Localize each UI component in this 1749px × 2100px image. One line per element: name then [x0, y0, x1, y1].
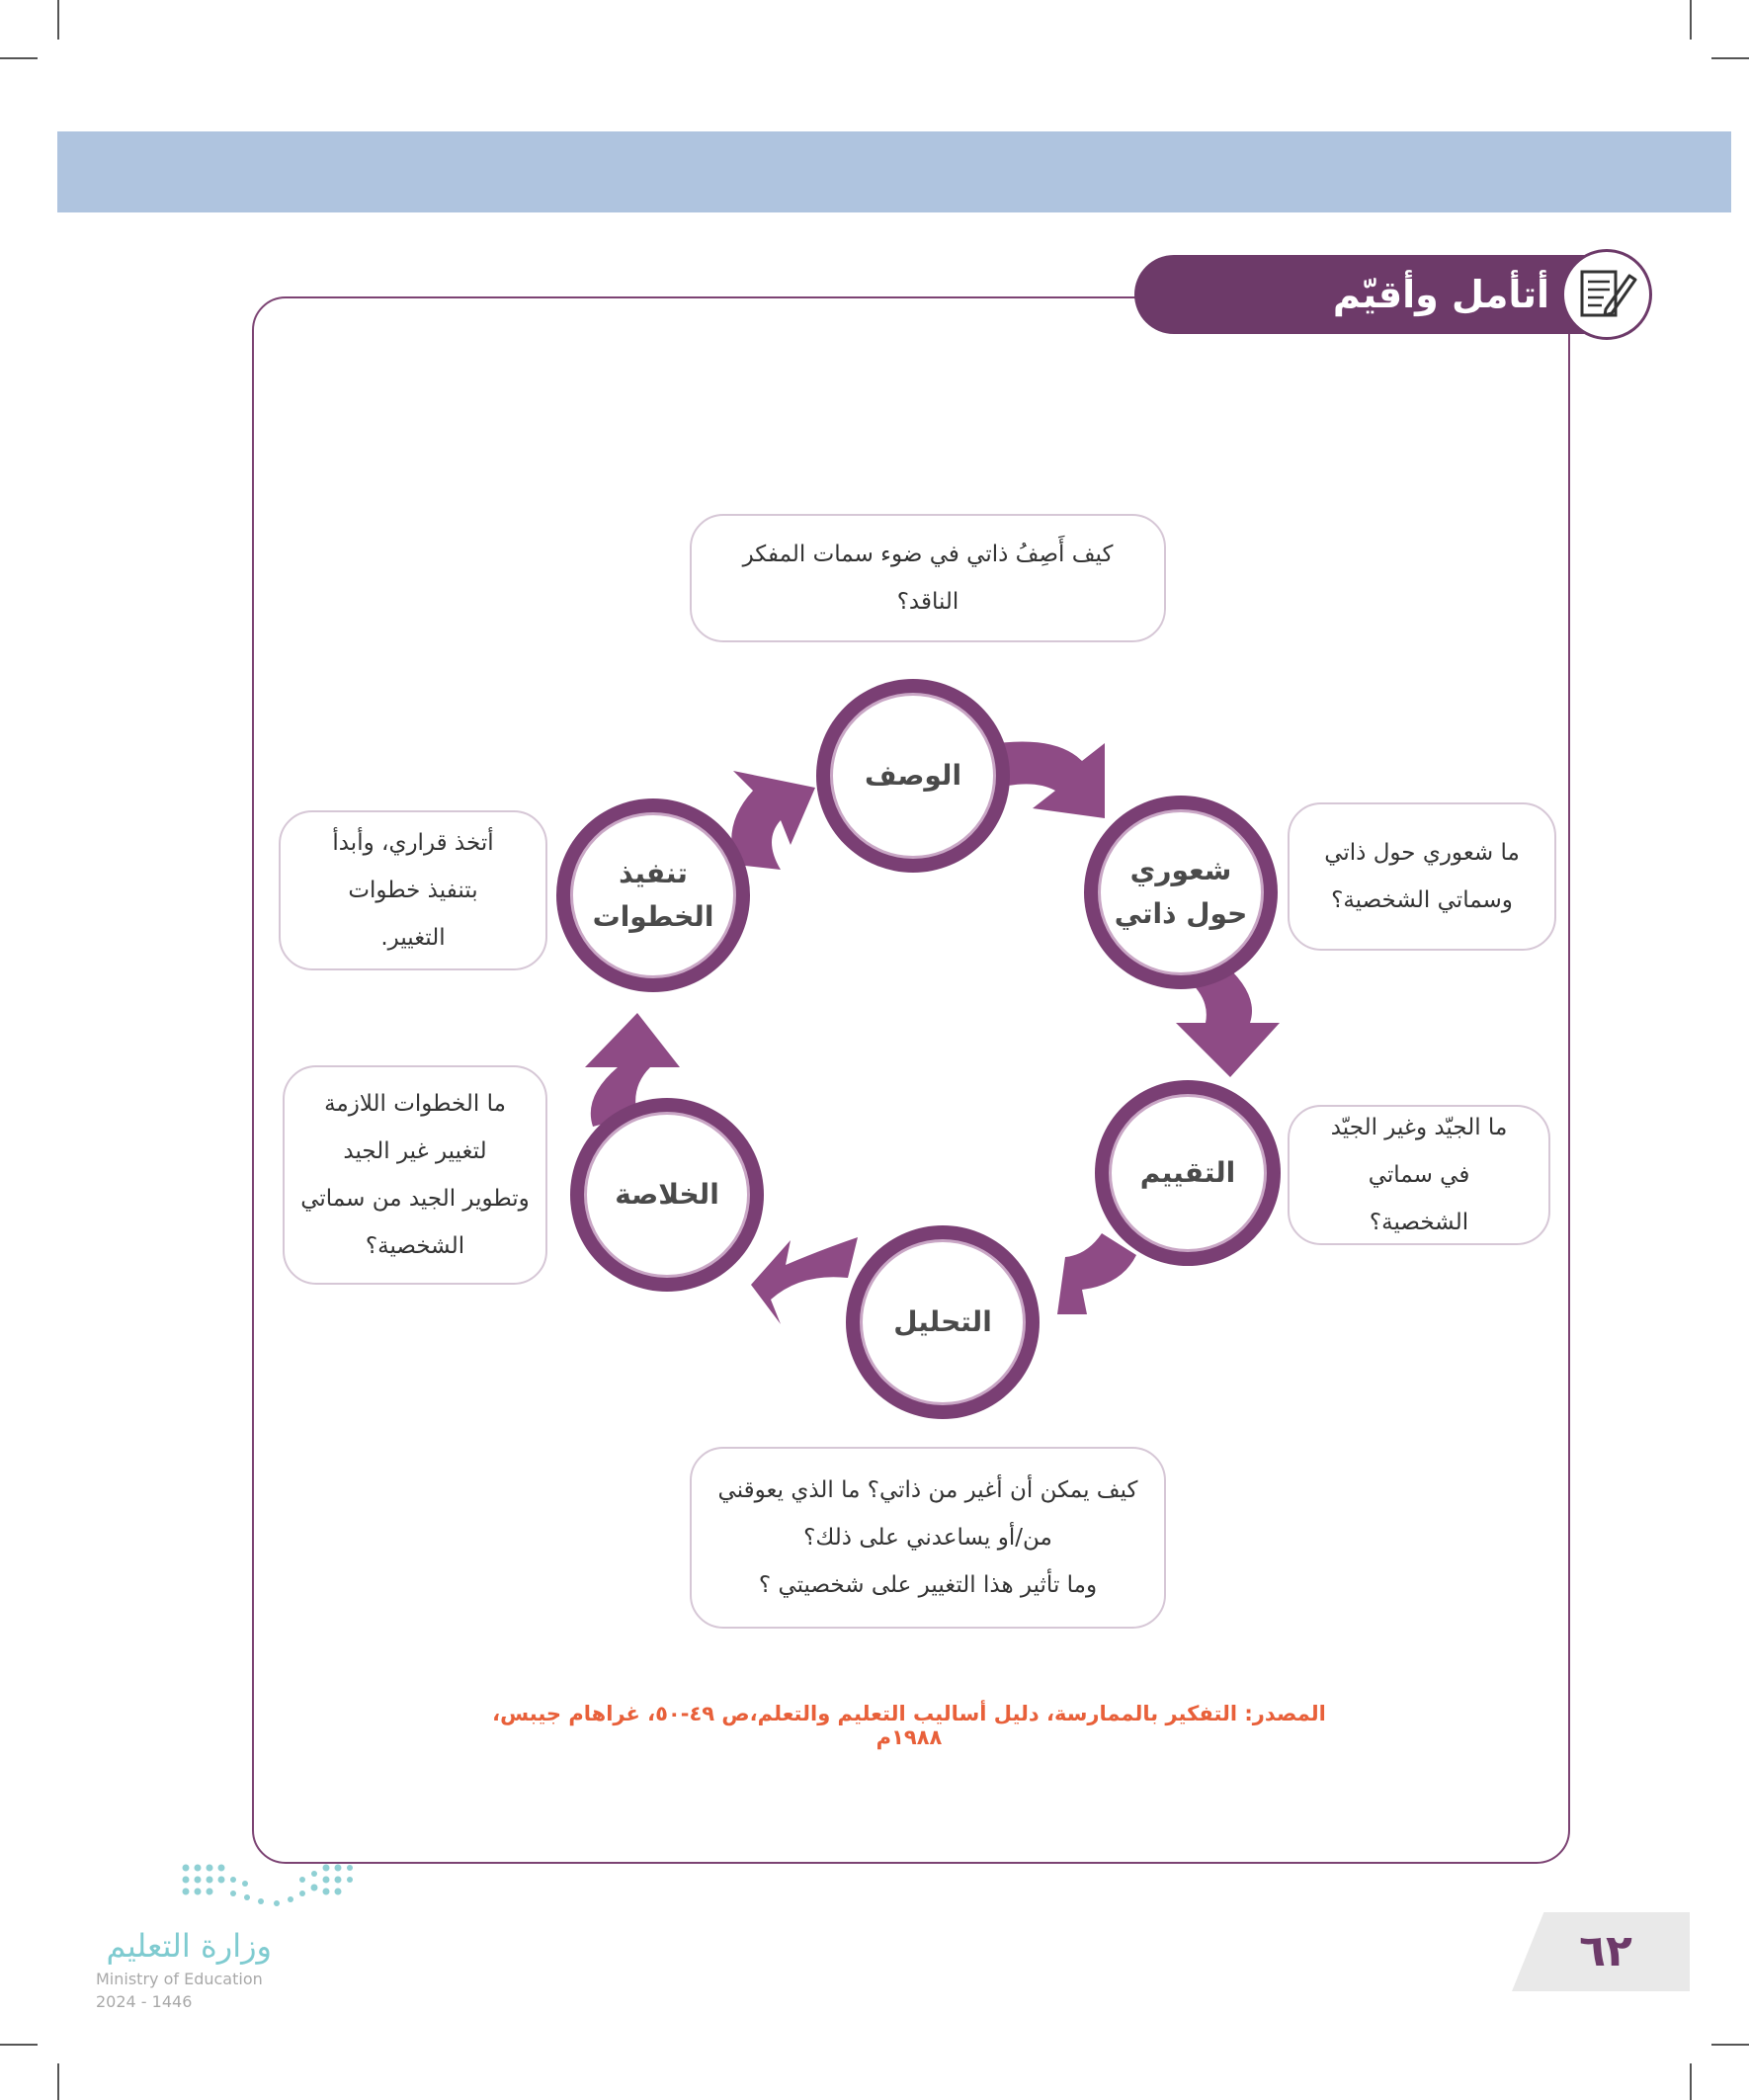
question-line: الناقد؟: [896, 589, 959, 615]
node-conclusion-label: الخلاصة: [584, 1112, 750, 1278]
question-line: لتغيير غير الجيد: [343, 1138, 487, 1164]
question-line: في سماتي الشخصية؟: [1368, 1162, 1470, 1235]
node-action-label: تنفيذ الخطوات: [570, 812, 736, 978]
question-line: وسماتي الشخصية؟: [1331, 887, 1513, 913]
question-line: كيف يمكن أن أغير من ذاتي؟ ما الذي يعوقني: [717, 1477, 1138, 1503]
page-number: ٦٢: [1579, 1926, 1632, 1976]
ministry-logo-dots: [178, 1860, 356, 1915]
node-feeling-label: شعوري حول ذاتي: [1098, 809, 1264, 975]
question-box-analysis: [690, 1447, 1166, 1629]
question-line: بتنفيذ خطوات: [348, 878, 478, 903]
arrow-description-to-feeling: [998, 741, 1105, 818]
ministry-name-ar: وزارة التعليم: [106, 1927, 272, 1965]
question-line: ما الجيّد وغير الجيّد: [1330, 1115, 1508, 1140]
node-conclusion: [570, 1098, 764, 1292]
node-action: [556, 798, 750, 992]
question-line: الشخصية؟: [365, 1233, 465, 1259]
question-line: ما الخطوات اللازمة: [324, 1091, 506, 1117]
question-line: ما شعوري حول ذاتي: [1324, 840, 1520, 866]
node-evaluation: [1095, 1080, 1281, 1266]
question-line: وما تأثير هذا التغيير على شخصيتي ؟: [758, 1572, 1098, 1598]
question-box-evaluation: [1288, 1105, 1550, 1245]
node-analysis: [846, 1225, 1040, 1419]
question-line: من/أو يساعدني على ذلك؟: [803, 1525, 1052, 1551]
node-analysis-label: التحليل: [860, 1239, 1026, 1405]
question-box-action: [279, 810, 547, 970]
arrow-evaluation-to-analysis: [1057, 1233, 1136, 1314]
node-evaluation-label: التقييم: [1109, 1094, 1267, 1252]
question-box-conclusion: [283, 1065, 547, 1285]
arrow-action-to-description: [731, 771, 815, 870]
arrow-analysis-to-conclusion: [751, 1237, 858, 1324]
question-line: التغيير.: [380, 925, 446, 951]
question-line: كيف أَصِفُ ذاتي في ضوء سمات المفكر: [742, 542, 1114, 567]
question-line: أتخذ قراري، وأبدأ: [332, 830, 494, 856]
node-feeling: [1084, 796, 1278, 989]
ministry-name-en: Ministry of Education: [96, 1970, 263, 1988]
edition-year: 2024 - 1446: [96, 1992, 193, 2011]
question-box-feeling: [1288, 802, 1556, 951]
source-citation: المصدر: التفكير بالممارسة، دليل أساليب التعليم والتعلم،ص ٤٩-٥٠، غراهام جيبس، ١٩٨٨م: [492, 1702, 1326, 1749]
question-box-description: [690, 514, 1166, 642]
node-description: [816, 679, 1010, 873]
node-description-label: الوصف: [830, 693, 996, 859]
question-line: وتطوير الجيد من سماتي: [300, 1186, 530, 1212]
section-title: أتأمل وأقيّم مكتسباتي: [1332, 273, 1549, 395]
